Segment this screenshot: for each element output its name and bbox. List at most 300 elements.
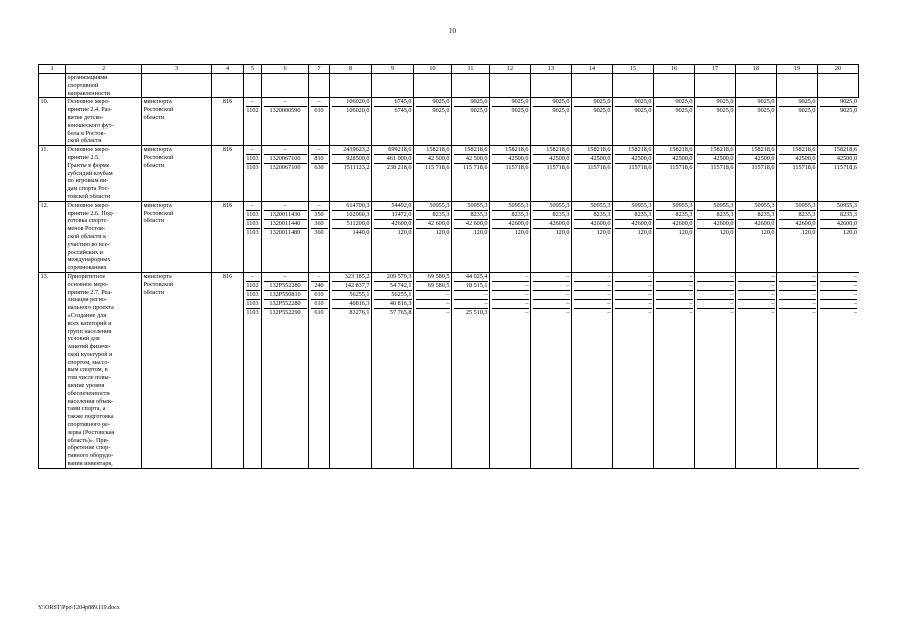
text-line: российских и [67,248,103,256]
value-line: 42500,0 [656,155,693,164]
amount-cell [777,201,818,272]
value-line: 120,0 [596,228,611,236]
amount-cell [613,146,654,202]
value-line: – [574,273,611,282]
amount-cell [372,146,414,202]
text-line: субсидий клубам [67,169,113,177]
measure-description [66,272,142,468]
rz-pr-code [244,146,262,202]
text-line: область)». При- [67,436,109,444]
rz-pr-code [244,272,262,468]
value-line: 120,0 [555,228,570,236]
value-line: – [533,300,570,309]
value-line: 2439623,2 [332,146,370,155]
value-line: 360 [311,220,328,229]
amount-cell [372,201,414,272]
amount-cell [330,146,372,202]
table-row [39,272,859,468]
amount-cell [613,272,654,468]
csr-code [262,98,309,146]
executor [142,146,212,202]
page-number: 10 [449,27,456,35]
value-line: – [574,300,611,309]
value-line: – [416,300,450,309]
value-line: 42600,0 [492,220,529,229]
value-line: 54 742,1 [374,282,412,291]
text-line: ской культурой и [67,350,113,358]
amount-cell [818,146,859,202]
value-line: 115718,6 [751,164,775,172]
value-line: 42600,0 [615,220,652,229]
value-line: – [820,300,858,309]
value-line: 699218,6 [374,146,412,155]
value-line: 115718,6 [710,164,734,172]
table-cell [452,74,490,98]
value-line: 42500,0 [697,155,734,164]
value-line: 50955,3 [697,202,734,211]
vr-code [309,146,330,202]
value-line: – [246,202,260,211]
value-line: 115718,6 [792,164,816,172]
value-line: – [264,202,307,211]
measure-description [66,201,142,272]
value-line: 1103 [246,228,259,236]
value-line: 8235,3 [697,211,734,220]
value-line: – [738,273,775,282]
amount-cell [490,201,531,272]
continuation-row [39,74,859,98]
value-line: 8235,3 [615,211,652,220]
text-line: нального проекта [67,304,114,312]
amount-cell [490,146,531,202]
value-line: 9025,0 [511,107,529,115]
header-cell: 4 [212,65,244,74]
table-cell [818,74,859,98]
value-line: 9025,0 [454,98,488,107]
value-line: 120,0 [801,228,816,236]
amount-cell [414,146,452,202]
value-line: 120,0 [719,228,734,236]
value-line: – [533,282,570,291]
value-line: 42600,0 [656,220,693,229]
measure-description [66,98,142,146]
value-line: – [615,300,652,309]
value-line: 120,0 [843,228,857,236]
value-line: – [738,300,775,309]
value-line: 50955,3 [820,202,858,211]
text-line: вым спортом, в [67,366,108,374]
vr-code [309,201,330,272]
value-line: 1320011480 [269,228,301,236]
value-line: 1511123,2 [343,164,370,172]
value-line: 610 [311,291,328,300]
value-line: 158218,6 [738,146,775,155]
value-line: 40 816,3 [374,300,412,309]
value-line: 158218,6 [615,146,652,155]
value-line: 56255,1 [332,291,370,300]
text-line: дам спорта Рос- [67,185,110,193]
header-cell: 1 [39,65,66,74]
value-line: 323 185,2 [332,273,370,282]
value-line: 1102 [246,281,259,289]
value-line: 610 [314,308,324,316]
amount-cell [572,272,613,468]
value-line: – [454,300,488,309]
amount-cell [490,272,531,468]
amount-cell [818,201,859,272]
executor [142,98,212,146]
grbs-code: 816 [212,98,244,146]
value-line: 1102 [246,107,259,115]
amount-cell [452,146,490,202]
text-line: спортивного ре- [67,421,110,429]
value-line: 610 [311,300,328,309]
value-line: – [574,291,611,300]
value-line: 40816,3 [332,300,370,309]
text-line: также подготовка [67,413,114,421]
text-line: бола в Ростов- [67,129,106,137]
value-line: 50955,3 [454,202,488,211]
amount-cell [654,272,695,468]
text-line: организациями [67,74,108,81]
value-line: 42500,0 [779,155,816,164]
value-line: 9025,0 [798,107,816,115]
table-cell [414,74,452,98]
text-line: минспорта [143,98,172,106]
value-line: 115 718,6 [462,164,488,172]
value-line: 42600,0 [820,220,858,229]
value-line: – [525,308,529,316]
text-line: основное меро- [67,280,109,288]
table-row [39,98,859,146]
header-cell: 3 [142,65,212,74]
value-line: 42 600,0 [454,220,488,229]
amount-cell [654,201,695,272]
value-line: – [656,282,693,291]
value-line: 9025,0 [432,107,450,115]
value-line: 42600,0 [738,220,775,229]
amount-cell [572,201,613,272]
text-line: населения объек- [67,397,114,405]
value-line: 142 837,7 [332,282,370,291]
text-line: шение уровня [67,382,105,390]
grbs-code: 816 [212,272,244,468]
value-line: 614700,3 [332,202,370,211]
value-line: – [607,308,611,316]
value-line: – [656,273,693,282]
value-line: – [416,291,450,300]
value-line: 9025,0 [470,107,488,115]
amount-cell [695,98,736,146]
text-line: минспорта [143,201,172,209]
value-line: 6745,0 [394,107,412,115]
table-cell [531,74,572,98]
value-line: 1103 [246,164,259,172]
text-line: приятие 2.4. Раз- [67,106,112,114]
amount-cell [572,146,613,202]
value-line: – [779,273,816,282]
table-cell [695,74,736,98]
value-line: 610 [314,107,324,115]
value-line: – [246,273,260,282]
value-line: 158218,6 [574,146,611,155]
value-line: – [574,282,611,291]
grbs-code: 816 [212,201,244,272]
value-line: 115718,6 [628,164,652,172]
value-line: 50955,3 [533,202,570,211]
value-line: 928500,0 [332,155,370,164]
amount-cell [330,201,372,272]
value-line: 8235,3 [656,211,693,220]
header-cell: 7 [309,65,330,74]
text-line: соревнованиях [67,264,107,272]
value-line: 50955,3 [738,202,775,211]
value-line: 69 580,5 [416,282,450,291]
value-line: 9025,0 [492,98,529,107]
value-line: 42 500,0 [416,155,450,164]
text-line: области [143,288,165,296]
amount-cell [330,272,372,468]
vr-code [309,98,330,146]
text-line: том числе повы- [67,374,111,382]
text-line: Гранты в форме [67,161,110,169]
value-line: 115718,6 [587,164,611,172]
value-line: 158218,6 [454,146,488,155]
value-line: 158218,6 [779,146,816,155]
amount-cell [572,98,613,146]
text-line: зерва (Ростовская [67,428,115,436]
text-line: групп населения [67,327,112,335]
grbs-code: 816 [212,146,244,202]
header-cell: 8 [330,65,372,74]
value-line: 9025,0 [552,107,570,115]
text-line: менов Ростов- [67,225,106,233]
value-line: 630 [314,164,324,172]
amount-cell [531,201,572,272]
header-cell: 17 [695,65,736,74]
value-line: – [311,146,328,155]
text-line: направленности [67,89,110,97]
amount-cell [531,98,572,146]
table-row [39,146,859,202]
value-line: 42500,0 [533,155,570,164]
text-line: участию во все- [67,240,110,248]
value-line: 9025,0 [533,98,570,107]
csr-code [262,201,309,272]
text-line: тивного оборудо- [67,452,114,460]
value-line: – [779,282,816,291]
rz-pr-code [244,201,262,272]
header-cell: 9 [372,65,414,74]
value-line: 238 218,6 [386,164,412,172]
csr-code [262,146,309,202]
budget-table [38,64,859,469]
amount-cell [654,98,695,146]
value-line: 9025,0 [738,98,775,107]
value-line: 360 [314,228,324,236]
value-line: 350 [311,211,328,220]
value-line: – [615,273,652,282]
text-line: Приоритетное [67,272,106,280]
value-line: 1320011440 [264,220,307,229]
text-line: лизация регио- [67,296,107,304]
value-line: 6745,0 [374,98,412,107]
value-line: 132P550810 [264,291,307,300]
value-line: – [566,308,570,316]
amount-cell [736,272,777,468]
text-line: области [143,161,165,169]
amount-cell [372,272,414,468]
text-line: юношеского фут- [67,121,114,129]
value-line: 9025,0 [656,98,693,107]
value-line: 120,0 [760,228,775,236]
value-line: – [615,282,652,291]
value-line: 240 [311,282,328,291]
value-line: 57 765,8 [389,308,412,316]
text-line: витие детско- [67,113,104,121]
amount-cell [818,272,859,468]
value-line: 9025,0 [779,98,816,107]
value-line: 1103 [246,155,259,163]
value-line: 42 500,0 [454,155,488,164]
value-line: – [648,308,652,316]
amount-cell [695,201,736,272]
value-line: – [615,291,652,300]
header-cell: 5 [244,65,262,74]
header-cell: 15 [613,65,654,74]
value-line: 8235,3 [738,211,775,220]
header-cell: 20 [818,65,859,74]
amount-cell [736,201,777,272]
header-cell: 10 [414,65,452,74]
value-line: 42600,0 [374,220,412,229]
value-line: – [264,273,307,282]
value-line: 50955,3 [574,202,611,211]
value-line: 132P552280 [264,282,307,291]
value-line: 158218,6 [416,146,450,155]
value-line: – [264,98,307,107]
value-line: 102060,3 [332,211,370,220]
value-line: 1320067100 [269,164,301,172]
value-line: 8235,3 [416,211,450,220]
value-line: 8235,3 [492,211,529,220]
value-line: 1103 [246,219,259,227]
table-cell [39,74,66,98]
header-cell: 18 [736,65,777,74]
value-line: 42600,0 [574,220,611,229]
value-line: – [853,308,857,316]
table-cell [309,74,330,98]
value-line: 8235,3 [820,211,858,220]
amount-cell [818,98,859,146]
value-line: 42500,0 [574,155,611,164]
value-line: 1320000590 [269,107,301,115]
value-line: – [311,273,328,282]
table-cell [654,74,695,98]
value-line: – [246,98,260,107]
value-line: 132P552290 [269,308,301,316]
text-line: Основное меро- [67,146,110,154]
value-line: 9025,0 [697,98,734,107]
executor [142,272,212,468]
value-line: 54492,0 [374,202,412,211]
row-number: 11. [39,146,66,202]
amount-cell [777,98,818,146]
text-line: приятие 2.5. [67,153,100,161]
value-line: 42600,0 [533,220,570,229]
value-line: – [730,308,734,316]
text-line: вания инвентаря, [67,460,113,468]
value-line: – [264,146,307,155]
amount-cell [414,272,452,468]
value-line: 25 510,3 [465,308,488,316]
header-row [39,65,859,74]
header-cell: 14 [572,65,613,74]
amount-cell [490,98,531,146]
table-cell [66,74,142,98]
text-line: Ростовской [143,209,174,217]
value-line: 50955,3 [416,202,450,211]
text-line: ской области [67,137,102,145]
amount-cell [736,146,777,202]
amount-cell [613,98,654,146]
text-line: международных [67,256,111,264]
text-line: «Создание для [67,311,107,319]
value-line: 1440,0 [352,228,370,236]
value-line: 42600,0 [697,220,734,229]
text-line: Ростовской [143,106,174,114]
value-line: 106020,0 [346,107,370,115]
row-number: 13. [39,272,66,468]
value-line: 1103 [246,290,259,298]
value-line: 511200,0 [332,220,370,229]
value-line: – [812,308,816,316]
text-line: области [143,217,165,225]
value-line: 9025,0 [593,107,611,115]
value-line: – [533,273,570,282]
value-line: 42500,0 [738,155,775,164]
amount-cell [777,146,818,202]
text-line: спортивной [67,81,99,89]
value-line: 9025,0 [675,107,693,115]
header-cell: 12 [490,65,531,74]
amount-cell [452,201,490,272]
table-cell [572,74,613,98]
text-line: всех категорий и [67,319,112,327]
value-line: 115718,6 [669,164,693,172]
table-cell [613,74,654,98]
value-line: 8235,3 [779,211,816,220]
value-line: – [697,291,734,300]
value-line: – [697,300,734,309]
text-line: области [143,113,165,121]
value-line: 120,0 [435,228,450,236]
value-line: 115718,6 [834,164,857,172]
text-line: обеспеченности [67,389,110,397]
text-line: обретение спор- [67,444,111,452]
value-line: – [738,282,775,291]
value-line: 8235,3 [574,211,611,220]
value-line: 9025,0 [716,107,734,115]
value-line: – [697,282,734,291]
value-line: – [656,300,693,309]
value-line: 42 600,0 [416,220,450,229]
table-cell [490,74,531,98]
vr-code [309,272,330,468]
value-line: 56255,1 [374,291,412,300]
text-line: Основное меро- [67,201,110,209]
text-line: приятие 2.7. Реа- [67,288,113,296]
